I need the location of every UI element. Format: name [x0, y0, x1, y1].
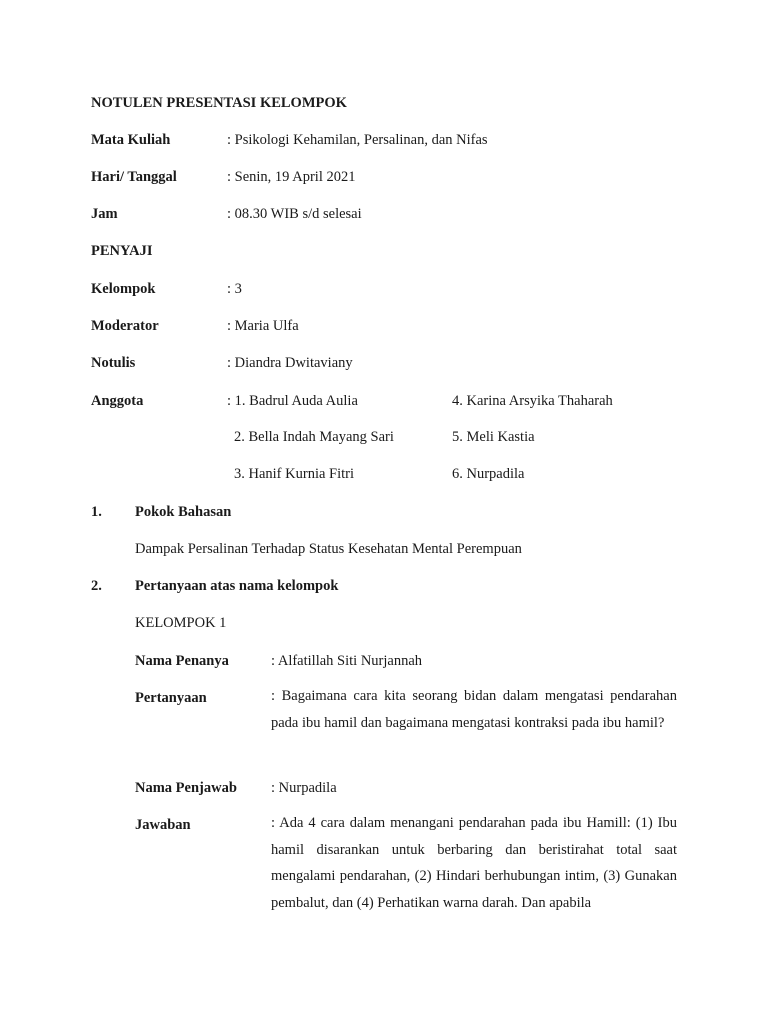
pertanyaan-label: Pertanyaan [135, 690, 207, 706]
group-heading: KELOMPOK 1 [135, 615, 227, 631]
document-title: NOTULEN PRESENTASI KELOMPOK [91, 95, 347, 111]
section-2-heading: Pertanyaan atas nama kelompok [135, 578, 339, 594]
mata-kuliah-label: Mata Kuliah [91, 132, 171, 148]
penyaji-heading: PENYAJI [91, 243, 153, 259]
anggota-member: : 1. Badrul Auda Aulia [227, 393, 358, 409]
notulis-value: : Diandra Dwitaviany [227, 355, 353, 371]
kelompok-label: Kelompok [91, 281, 156, 297]
section-2-number: 2. [91, 578, 102, 594]
pertanyaan-value: : Bagaimana cara kita seorang bidan dalam mengatasi pendarahan pada ibu hamil dan bagaimana mengatasi kontraksi pada ibu hamil? [271, 688, 677, 731]
moderator-label: Moderator [91, 318, 159, 334]
penjawab-value: : Nurpadila [271, 780, 337, 796]
anggota-member: 6. Nurpadila [452, 466, 525, 482]
section-1-number: 1. [91, 504, 102, 520]
section-1-heading: Pokok Bahasan [135, 504, 232, 520]
penanya-value: : Alfatillah Siti Nurjannah [271, 653, 423, 669]
anggota-member: 3. Hanif Kurnia Fitri [234, 466, 355, 482]
notulis-label: Notulis [91, 355, 136, 371]
jam-label: Jam [91, 206, 118, 222]
anggota-member: 4. Karina Arsyika Thaharah [452, 393, 613, 409]
hari-tanggal-value: : Senin, 19 April 2021 [227, 169, 356, 185]
hari-tanggal-label: Hari/ Tanggal [91, 169, 177, 185]
jam-value: : 08.30 WIB s/d selesai [227, 206, 362, 222]
moderator-value: : Maria Ulfa [227, 318, 299, 334]
jawaban-value: : Ada 4 cara dalam menangani pendarahan pada ibu Hamill: (1) Ibu hamil disarankan untuk berbaring dan beristirahat total saat mengalami pendarahan, (2) Hindari berhubungan intim, (3) Gunakan pembalut, dan (4) Perhatikan warna darah. Dan apabila [271, 815, 677, 911]
penjawab-label: Nama Penjawab [135, 780, 237, 796]
jawaban-label: Jawaban [135, 817, 191, 833]
anggota-member: 2. Bella Indah Mayang Sari [234, 429, 394, 445]
section-1-text: Dampak Persalinan Terhadap Status Kesehatan Mental Perempuan [135, 541, 522, 557]
mata-kuliah-value: : Psikologi Kehamilan, Persalinan, dan Nifas [227, 132, 488, 148]
penanya-label: Nama Penanya [135, 653, 229, 669]
anggota-label: Anggota [91, 393, 144, 409]
anggota-member: 5. Meli Kastia [452, 429, 535, 445]
kelompok-value: : 3 [227, 281, 242, 297]
